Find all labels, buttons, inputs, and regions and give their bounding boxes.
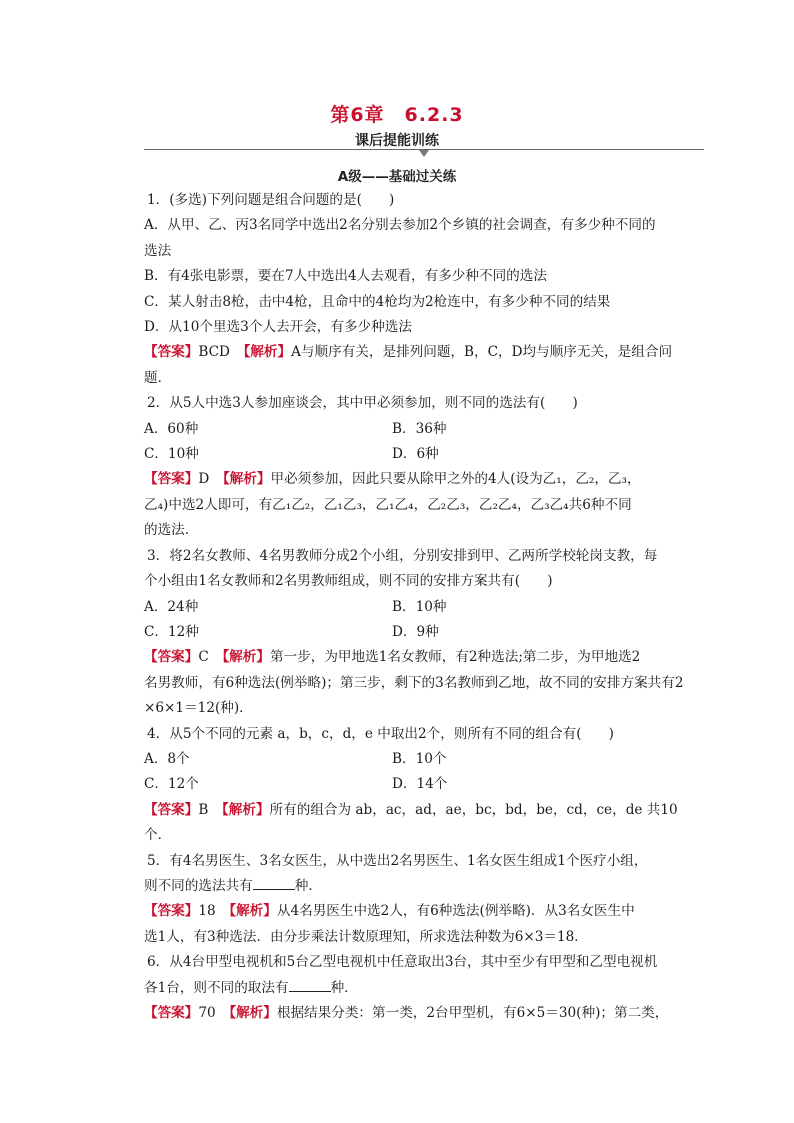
q2-option-d: D．6种: [392, 446, 439, 463]
q5-answer: 18: [198, 903, 216, 920]
q3-option-a: A．24种: [144, 598, 199, 615]
q2-option-a: A．60种: [144, 420, 199, 437]
q6-stem-unit: 种．: [330, 979, 358, 996]
q3-analysis-cont: 名男教师，有6种选法(例举略)；第三步，剩下的3名教师到乙地，故不同的安排方案共有2: [144, 674, 684, 691]
answer-tag: 【答案】: [144, 1005, 199, 1021]
q4-options-row2: [144, 772, 692, 797]
q5-stem-text: 则不同的选法共有: [144, 877, 253, 894]
q1-analysis: A与顺序有关，是排列问题，B，C，D均与顺序无关，是组合问: [291, 344, 673, 361]
q3-option-c: C．12种: [144, 623, 199, 640]
q2-options-row1: [144, 417, 692, 442]
q1-option-b: B．有4张电影票，要在7人中选出4人去观看，有多少种不同的选法: [144, 268, 547, 285]
answer-tag: 【答案】: [144, 649, 199, 666]
q6-stem-text: 各1台，则不同的取法有: [144, 979, 289, 996]
q4-option-a: A．8个: [144, 750, 190, 767]
chapter-title: 第6章 6.2.3: [330, 104, 464, 126]
q5-stem-unit: 种．: [294, 877, 322, 894]
q6-answer-blank[interactable]: [289, 977, 331, 992]
q4-analysis: 所有的组合为 ab，ac，ad，ae，bc，bd，be，cd，ce，de 共10: [269, 801, 678, 818]
q3-answer: C: [198, 649, 209, 666]
q4-stem: 4．从5个不同的元素 a，b，c，d，e 中取出2个，则所有不同的组合有( ): [147, 725, 614, 742]
q2-analysis-cont2: 的选法．: [144, 522, 199, 539]
q5-stem-cont: [144, 874, 692, 899]
q3-analysis-cont2: ×6×1＝12(种)．: [144, 700, 253, 717]
q4-option-d: D．14个: [392, 776, 448, 793]
q3-stem: 3．将2名女教师、4名男教师分成2个小组，分别安排到甲、乙两所学校轮岗支教，每: [147, 547, 658, 564]
analysis-tag: 【解析】: [222, 649, 270, 666]
q1-analysis-cont: 题．: [144, 369, 172, 386]
q5-answer-line: [144, 899, 692, 924]
analysis-tag: 【解析】: [243, 344, 292, 361]
section-title: 课后提能训练: [355, 133, 439, 149]
level-title: A级——基础过关练: [337, 169, 457, 185]
q1-option-a-cont: 选法: [144, 242, 172, 259]
q2-option-b: B．36种: [392, 420, 447, 437]
q6-analysis: 根据结果分类：第一类，2台甲型机，有6×5＝30(种)；第二类，: [276, 1005, 669, 1021]
q2-answer: D: [198, 471, 210, 488]
q1-stem: 1．(多选)下列问题是组合问题的是( ): [147, 192, 395, 208]
analysis-tag: 【解析】: [229, 903, 277, 920]
q5-analysis-cont: 选1人，有3种选法．由分步乘法计数原理知，所求选法种数为6×3＝18．: [144, 928, 588, 945]
answer-tag: 【答案】: [144, 801, 199, 818]
q4-option-c: C．12个: [144, 776, 199, 793]
q5-answer-blank[interactable]: [253, 875, 295, 890]
q1-answer-line: [144, 340, 692, 365]
q3-options-row1: [144, 595, 692, 620]
q2-analysis-cont: 乙₄)中选2人即可，有乙₁乙₂，乙₁乙₃，乙₁乙₄，乙₂乙₃，乙₂乙₄，乙₃乙₄共6种不同: [144, 496, 632, 513]
q2-options-row2: [144, 442, 692, 467]
analysis-tag: 【解析】: [221, 801, 270, 818]
analysis-tag: 【解析】: [222, 471, 271, 488]
q1-answer: BCD: [198, 344, 230, 361]
answer-tag: 【答案】: [144, 471, 199, 488]
answer-tag: 【答案】: [144, 903, 199, 920]
analysis-tag: 【解析】: [229, 1005, 277, 1021]
q5-stem: 5．有4名男医生、3名女医生，从中选出2名男医生、1名女医生组成1个医疗小组，: [147, 852, 648, 869]
answer-tag: 【答案】: [144, 344, 199, 361]
q1-option-a: A．从甲、乙、丙3名同学中选出2名分别去参加2个乡镇的社会调查，有多少种不同的: [144, 217, 656, 234]
exercise-content: [144, 188, 692, 1026]
q3-analysis: 第一步，为甲地选1名女教师，有2种选法;第二步，为甲地选2: [269, 649, 641, 666]
q4-answer: B: [198, 801, 209, 818]
q1-option-c: C．某人射击8枪，击中4枪，且命中的4枪均为2枪连中，有多少种不同的结果: [144, 293, 611, 310]
q3-stem-cont: 个小组由1名女教师和2名男教师组成，则不同的安排方案共有( ): [144, 573, 553, 590]
q4-analysis-cont: 个．: [144, 827, 172, 844]
q2-answer-line: [144, 467, 692, 492]
q3-option-b: B．10种: [392, 598, 447, 615]
q3-option-d: D．9种: [392, 623, 439, 640]
q6-stem: 6．从4台甲型电视机和5台乙型电视机中任意取出3台，其中至少有甲型和乙型电视机: [147, 954, 658, 971]
q6-answer: 70: [198, 1005, 216, 1021]
q6-answer-line: [144, 1001, 692, 1026]
q3-answer-line: [144, 645, 692, 670]
q4-answer-line: [144, 798, 692, 823]
q4-option-b: B．10个: [392, 750, 447, 767]
header-rule-triangle-icon: [419, 150, 429, 157]
q6-stem-cont: [144, 976, 692, 1001]
q2-option-c: C．10种: [144, 446, 199, 463]
q1-option-d: D．从10个里选3个人去开会，有多少种选法: [144, 319, 412, 336]
q2-stem: 2．从5人中选3人参加座谈会，其中甲必须参加，则不同的选法有( ): [147, 395, 578, 412]
q5-analysis: 从4名男医生中选2人，有6种选法(例举略)．从3名女医生中: [276, 903, 635, 920]
q3-options-row2: [144, 620, 692, 645]
q2-analysis: 甲必须参加，因此只要从除甲之外的4人(设为乙₁，乙₂，乙₃，: [270, 471, 641, 488]
q4-options-row1: [144, 747, 692, 772]
